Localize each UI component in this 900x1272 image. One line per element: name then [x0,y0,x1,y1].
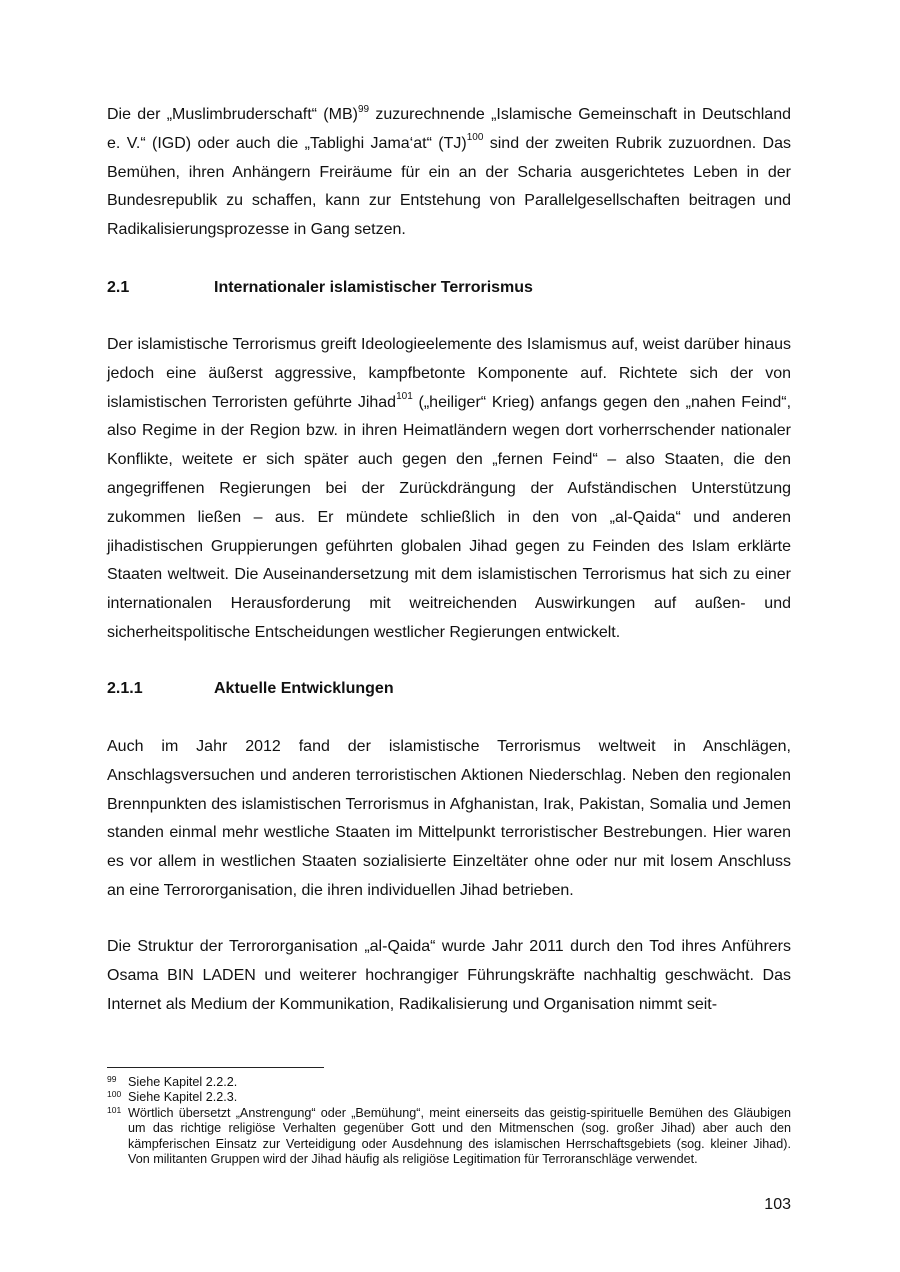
footnote-text: Siehe Kapitel 2.2.3. [128,1090,238,1105]
section-number: 2.1.1 [107,680,143,697]
footnote-ref-99[interactable]: 99 [357,103,370,115]
section-heading-2-1-1 [107,680,394,698]
footnote-101 [107,1106,791,1168]
paragraph-al-qaida-struktur: Die Struktur der Terrororganisation „al-Qaida“ wurde Jahr 2011 durch den Tod ihres Anführers Osama BIN LADEN und weiterer hochrangiger Führungskräfte nachhaltig geschwächt. Das Internet als Medium der Kommunikation, Radikalisierung und Organisation nimmt seit- [107,938,791,1013]
section-heading-2-1 [107,279,533,297]
section-number: 2.1 [107,279,130,296]
footnote-text: Wörtlich übersetzt „Anstrengung“ oder „Bemühung“, meint einerseits das geistig-spirituelle Bemühen des Gläubigen um das richtige religiöse Verhalten gegenüber Gott und den Mitmenschen (sog. großer Jihad) aber auch den kämpferischen Einsatz zur Verteidigung oder Ausdehnung des islamischen Herrschaftsgebiets (sog. kleiner Jihad). Von militanten Gruppen wird der Jihad häufig als religiöse Legitimation für Terroranschläge verwendet. [128,1105,791,1167]
footnote-100 [107,1090,791,1105]
paragraph-terrorismus: Der islamistische Terrorismus greift Ideologieelemente des Islamismus auf, weist darüber hinaus jedoch eine äußerst aggressive, kampfbetonte Komponente auf. Richtete sich der von islamistischen Terroristen geführte Jihad$^{101}$ („heiliger“ Krieg) anfangs gegen den „nahen Feind“, also Regime in der Region bzw. in ihren Heimatländern wegen dort vorherrschender nationaler Konflikte, weitete er sich später auch gegen den „fernen Feind“ – also Staaten, die den angegriffenen Regierungen bei der Zurückdrängung der Aufständischen Unterstützung zukommen ließen – aus. Er mündete schließlich in den von „al-Qaida“ und anderen jihadistischen Gruppierungen geführten globalen Jihad gegen zu Feinden des Islam erklärte Staaten weltweit. Die Auseinandersetzung mit dem islamistischen Terrorismus hat sich zu einer internationalen Herausforderung mit weitreichenden Auswirkungen auf außen- und sicherheitspolitische Entscheidungen westlicher Regierungen entwickelt. [107,336,792,641]
footnote-text: Siehe Kapitel 2.2.2. [128,1075,238,1089]
footnote-ref-100[interactable]: 100 [466,132,484,144]
footnote-separator [107,1067,324,1068]
paragraph-muslimbruderschaft: Die der „Muslimbruderschaft“ (MB)$^{99}$ zuzurechnende „Islamische Gemeinschaft in Deutschland e. V.“ (IGD) oder auch die „Tablighi Jama‘at“ (TJ)$^{100}$ sind der zweiten Rubrik zuzuordnen. Das Bemühen, ihren Anhängern Freiräume für ein an der Scharia ausgerichtetes Leben in der Bundesrepublik zu schaffen, kann zur Entstehung von Parallelgesellschaften beitragen und Radikalisierungsprozesse in Gang setzen. [107,103,792,239]
section-title: Internationaler islamistischer Terrorismus [214,279,533,296]
footnote-mark: 99 [107,1074,117,1084]
paragraph-aktuelle-entwicklungen: Auch im Jahr 2012 fand der islamistische Terrorismus weltweit in Anschlägen, Anschlagsversuchen und anderen terroristischen Aktionen Niederschlag. Neben den regionalen Brennpunkten des islamistischen Terrorismus in Afghanistan, Irak, Pakistan, Somalia und Jemen standen einmal mehr westliche Staaten im Mittelpunkt terroristischer Bestrebungen. Hier waren es vor allem in westlichen Staaten sozialisierte Einzeltäter ohne oder nur mit losem Anschluss an eine Terrororganisation, die ihren individuellen Jihad betrieben. [107,738,791,899]
footnote-99 [107,1075,791,1090]
page-number: 103 [764,1196,791,1213]
footnote-ref-101[interactable]: 101 [396,391,413,403]
footnotes [107,1075,791,1167]
footnote-mark: 101 [107,1104,122,1115]
footnote-mark: 100 [107,1089,122,1100]
section-title: Aktuelle Entwicklungen [214,680,394,697]
